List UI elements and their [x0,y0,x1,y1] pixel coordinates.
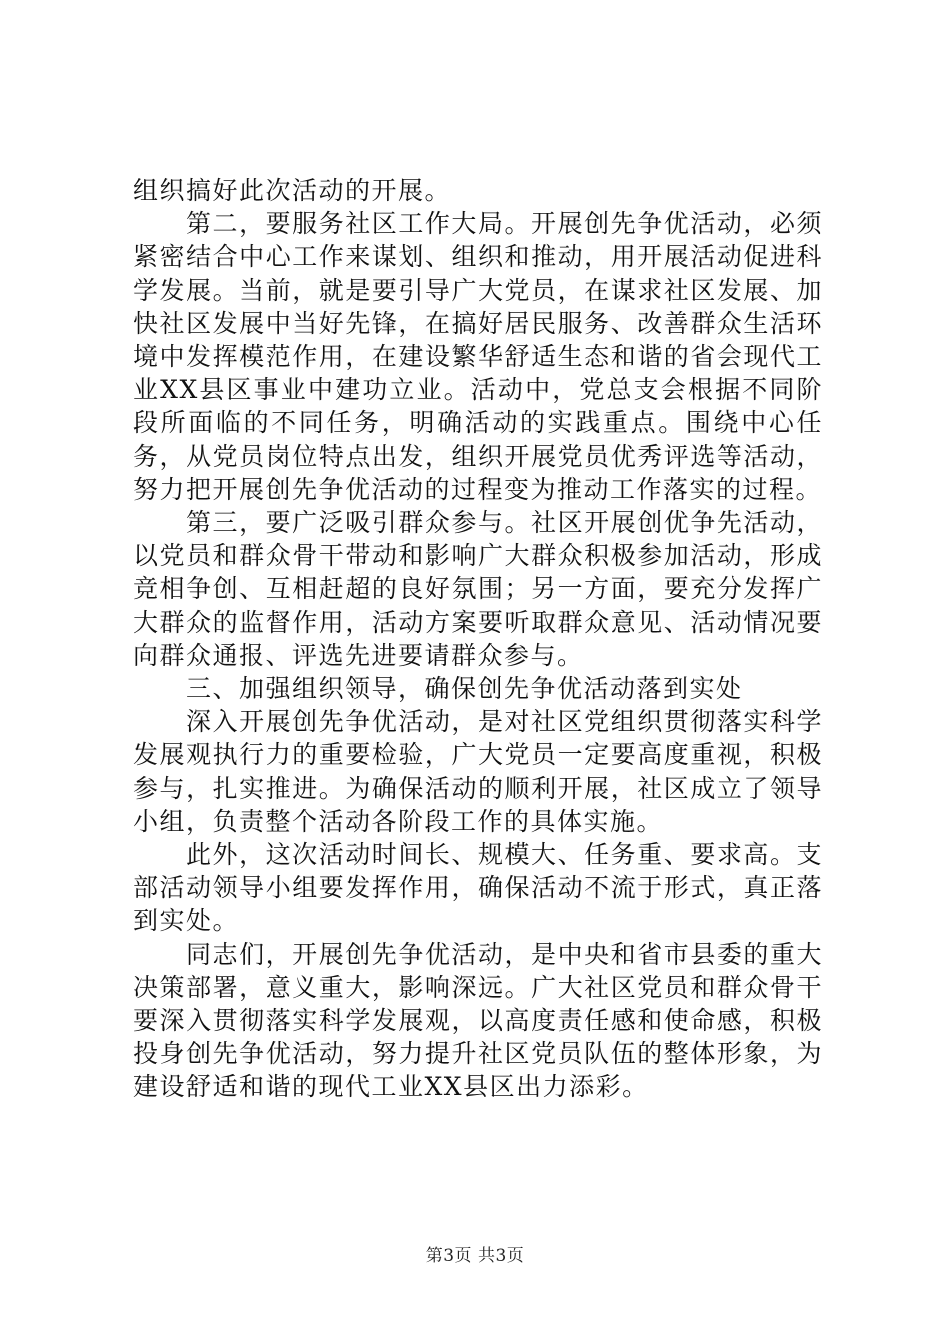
paragraph-closing: 同志们，开展创先争优活动，是中央和省市县委的重大决策部署，意义重大，影响深远。广大社区党员和群众骨干要深入贯彻落实科学发展观，以高度责任感和使命感，积极投身创先争优活动，努力提升社区党员队伍的整体形象，为建设舒适和谐的现代工业XX县区出力添彩。 [133,939,823,1102]
paragraph-additionally: 此外，这次活动时间长、规模大、任务重、要求高。支部活动领导小组要发挥作用，确保活动不流于形式，真正落到实处。 [133,840,823,936]
document-body [133,174,823,1104]
paragraph-leadership: 深入开展创先争优活动，是对社区党组织贯彻落实科学发展观执行力的重要检验，广大党员一定要高度重视，积极参与，扎实推进。为确保活动的顺利开展，社区成立了领导小组，负责整个活动各阶段工作的具体实施。 [133,707,823,836]
paragraph-continuation: 组织搞好此次活动的开展。 [133,176,452,205]
page-number-footer: 第3页 共3页 [425,1246,525,1266]
paragraph-point-three: 第三，要广泛吸引群众参与。社区开展创优争先活动，以党员和群众骨干带动和影响广大群众积极参加活动，形成竞相争创、互相赶超的良好氛围；另一方面，要充分发挥广大群众的监督作用，活动方案要听取群众意见、活动情况要向群众通报、评选先进要请群众参与。 [133,508,823,670]
paragraph-point-two: 第二，要服务社区工作大局。开展创先争优活动，必须紧密结合中心工作来谋划、组织和推动，用开展活动促进科学发展。当前，就是要引导广大党员，在谋求社区发展、加快社区发展中当好先锋，在搞好居民服务、改善群众生活环境中发挥模范作用，在建设繁华舒适生态和谐的省会现代工业XX县区事业中建功立业。活动中，党总支会根据不同阶段所面临的不同任务，明确活动的实践重点。围绕中心任务，从党员岗位特点出发，组织开展党员优秀评选等活动，努力把开展创先争优活动的过程变为推动工作落实的过程。 [133,209,823,504]
section-heading-three: 三、加强组织领导，确保创先争优活动落到实处 [186,674,743,704]
